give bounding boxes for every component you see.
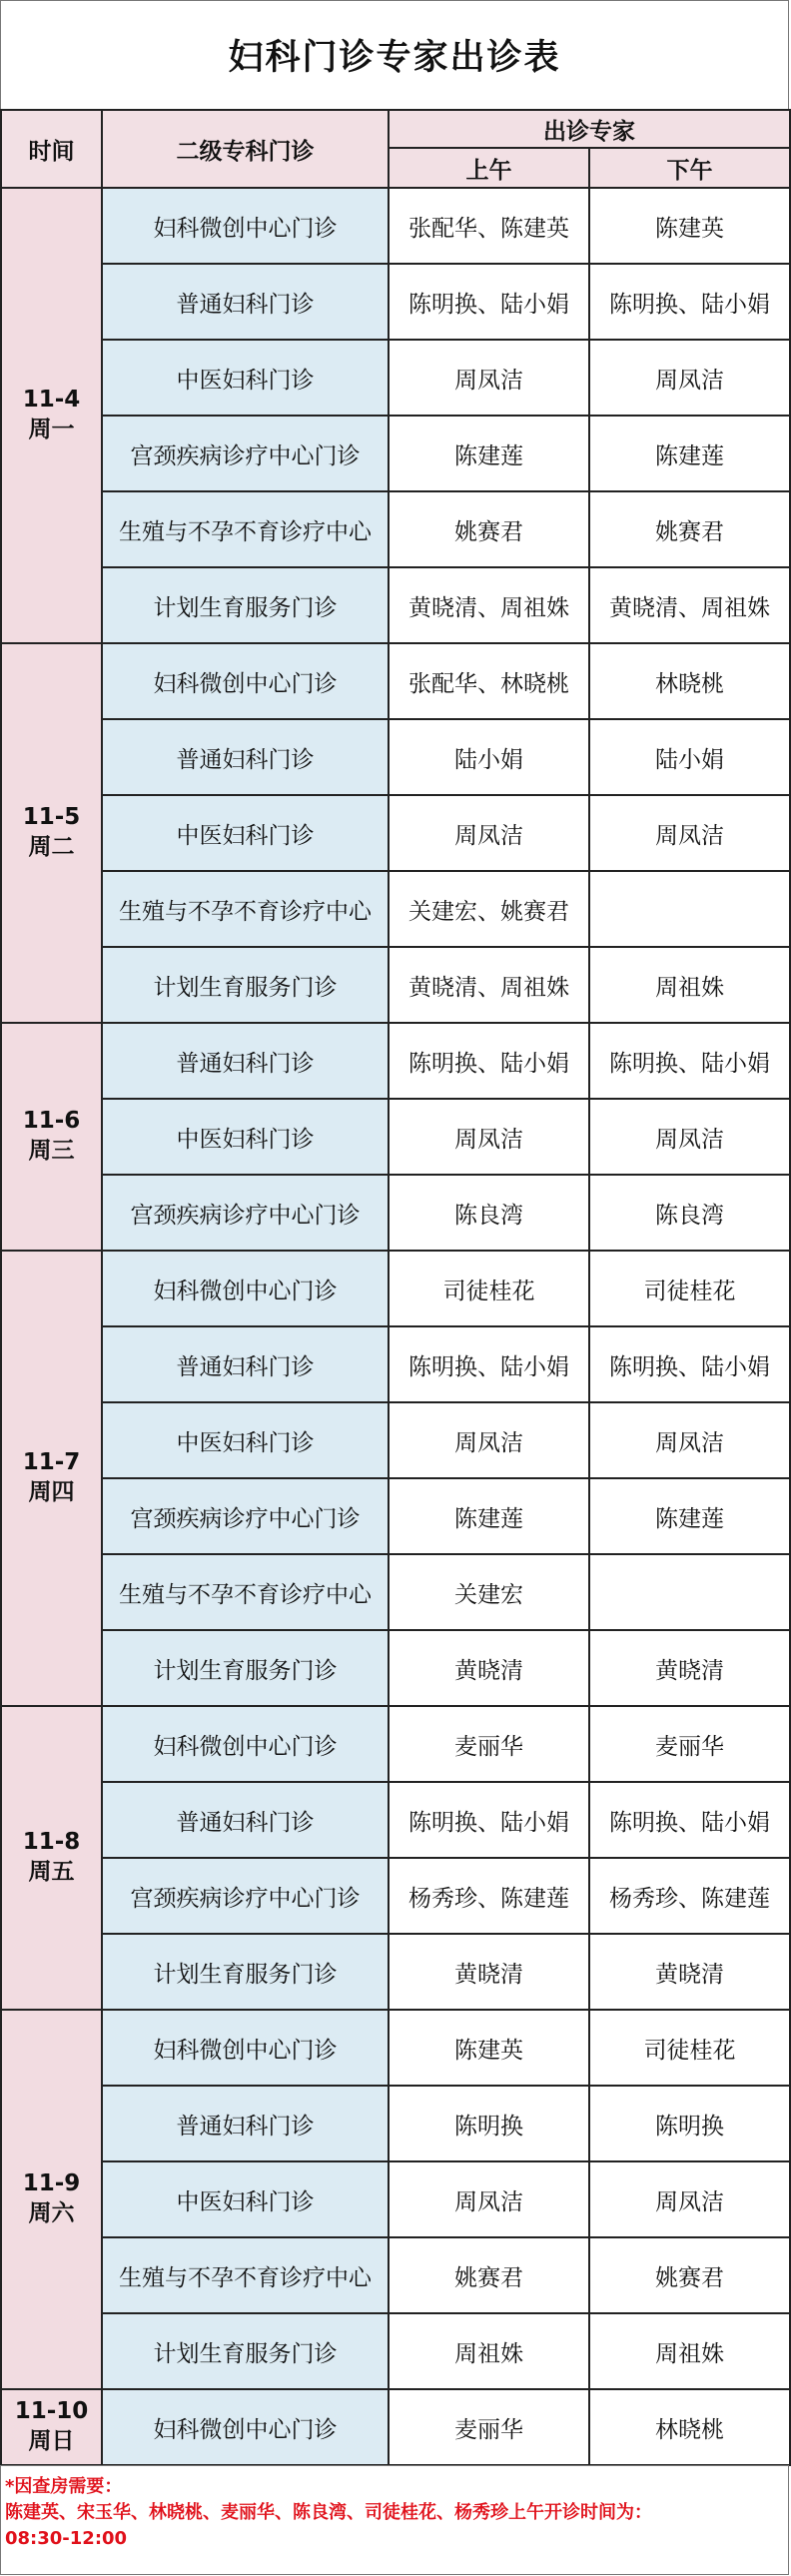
schedule-row [1, 1023, 790, 1099]
am-expert-cell: 周凤洁 [389, 2161, 589, 2237]
header-pm: 下午 [589, 148, 790, 188]
pm-expert-cell: 黄晓清 [589, 1934, 790, 2010]
clinic-name-cell: 计划生育服务门诊 [102, 567, 389, 643]
pm-expert-cell: 周凤洁 [589, 1099, 790, 1175]
footnote-line-2: 陈建英、宋玉华、林晓桃、麦丽华、陈良湾、司徒桂花、杨秀珍上午开诊时间为： [5, 2502, 652, 2523]
header-time: 时间 [1, 110, 102, 188]
date-cell [1, 2389, 102, 2465]
pm-expert-cell: 周凤洁 [589, 795, 790, 871]
am-expert-cell: 周凤洁 [389, 795, 589, 871]
am-expert-cell: 司徒桂花 [389, 1251, 589, 1326]
schedule-row [1, 871, 790, 947]
clinic-name-cell: 普通妇科门诊 [102, 264, 389, 340]
clinic-name-cell: 宫颈疾病诊疗中心门诊 [102, 1478, 389, 1554]
pm-expert-cell: 陈明换、陆小娟 [589, 1782, 790, 1858]
pm-expert-cell: 姚赛君 [589, 2237, 790, 2313]
am-expert-cell: 周凤洁 [389, 1402, 589, 1478]
pm-expert-cell: 姚赛君 [589, 491, 790, 567]
schedule-row [1, 188, 790, 264]
am-expert-cell: 陈明换、陆小娟 [389, 264, 589, 340]
am-expert-cell: 陈明换 [389, 2086, 589, 2161]
schedule-row [1, 719, 790, 795]
clinic-name-cell: 妇科微创中心门诊 [102, 1251, 389, 1326]
schedule-row [1, 1934, 790, 2010]
clinic-name-cell: 计划生育服务门诊 [102, 947, 389, 1023]
clinic-name-cell: 妇科微创中心门诊 [102, 2389, 389, 2465]
pm-expert-cell: 司徒桂花 [589, 1251, 790, 1326]
pm-expert-cell: 周凤洁 [589, 340, 790, 416]
schedule-row [1, 340, 790, 416]
clinic-name-cell: 中医妇科门诊 [102, 2161, 389, 2237]
schedule-row [1, 2086, 790, 2161]
date-cell [1, 1706, 102, 2010]
pm-expert-cell: 陈明换、陆小娟 [589, 1023, 790, 1099]
pm-expert-cell: 林晓桃 [589, 643, 790, 719]
am-expert-cell: 陈明换、陆小娟 [389, 1326, 589, 1402]
pm-expert-cell: 陈建莲 [589, 416, 790, 491]
am-expert-cell: 陈建莲 [389, 1478, 589, 1554]
am-expert-cell: 周凤洁 [389, 340, 589, 416]
pm-expert-cell: 黄晓清、周祖姝 [589, 567, 790, 643]
am-expert-cell: 周祖姝 [389, 2313, 589, 2389]
pm-expert-cell [589, 1554, 790, 1630]
schedule-row [1, 2161, 790, 2237]
am-expert-cell: 黄晓清、周祖姝 [389, 567, 589, 643]
header-clinic: 二级专科门诊 [102, 110, 389, 188]
schedule-row [1, 2237, 790, 2313]
am-expert-cell: 黄晓清 [389, 1630, 589, 1706]
schedule-row [1, 567, 790, 643]
clinic-name-cell: 普通妇科门诊 [102, 2086, 389, 2161]
pm-expert-cell: 林晓桃 [589, 2389, 790, 2465]
footnote [0, 2465, 789, 2575]
clinic-name-cell: 生殖与不孕不育诊疗中心 [102, 491, 389, 567]
am-expert-cell: 黄晓清 [389, 1934, 589, 2010]
schedule-row [1, 1630, 790, 1706]
date-label: 11-8 [22, 1829, 81, 1856]
clinic-name-cell: 妇科微创中心门诊 [102, 188, 389, 264]
am-expert-cell: 麦丽华 [389, 1706, 589, 1782]
pm-expert-cell: 司徒桂花 [589, 2010, 790, 2086]
clinic-name-cell: 生殖与不孕不育诊疗中心 [102, 2237, 389, 2313]
schedule-row [1, 264, 790, 340]
am-expert-cell: 陈明换、陆小娟 [389, 1023, 589, 1099]
schedule-row [1, 1858, 790, 1934]
clinic-name-cell: 中医妇科门诊 [102, 1402, 389, 1478]
schedule-row [1, 1326, 790, 1402]
schedule-row [1, 491, 790, 567]
am-expert-cell: 周凤洁 [389, 1099, 589, 1175]
pm-expert-cell: 麦丽华 [589, 1706, 790, 1782]
clinic-name-cell: 生殖与不孕不育诊疗中心 [102, 871, 389, 947]
clinic-name-cell: 普通妇科门诊 [102, 1023, 389, 1099]
pm-expert-cell: 陈明换、陆小娟 [589, 1326, 790, 1402]
am-expert-cell: 张配华、林晓桃 [389, 643, 589, 719]
clinic-name-cell: 妇科微创中心门诊 [102, 1706, 389, 1782]
clinic-name-cell: 妇科微创中心门诊 [102, 643, 389, 719]
pm-expert-cell: 陆小娟 [589, 719, 790, 795]
date-cell [1, 643, 102, 1023]
clinic-name-cell: 中医妇科门诊 [102, 1099, 389, 1175]
clinic-name-cell: 宫颈疾病诊疗中心门诊 [102, 416, 389, 491]
date-label: 11-9 [22, 2170, 81, 2197]
date-cell [1, 1023, 102, 1251]
clinic-name-cell: 计划生育服务门诊 [102, 2313, 389, 2389]
am-expert-cell: 姚赛君 [389, 491, 589, 567]
schedule-table [0, 109, 791, 2466]
date-label: 11-5 [22, 804, 81, 831]
weekday-label: 周四 [28, 1479, 75, 1505]
footnote-line-3: 08:30-12:00 [5, 2528, 128, 2549]
date-label: 11-10 [14, 2398, 89, 2425]
pm-expert-cell: 陈明换、陆小娟 [589, 264, 790, 340]
clinic-name-cell: 中医妇科门诊 [102, 340, 389, 416]
date-label: 11-4 [22, 387, 81, 414]
clinic-name-cell: 中医妇科门诊 [102, 795, 389, 871]
schedule-row [1, 1175, 790, 1251]
pm-expert-cell: 周凤洁 [589, 2161, 790, 2237]
clinic-name-cell: 普通妇科门诊 [102, 719, 389, 795]
date-cell [1, 1251, 102, 1706]
am-expert-cell: 张配华、陈建英 [389, 188, 589, 264]
header-am: 上午 [389, 148, 589, 188]
am-expert-cell: 黄晓清、周祖姝 [389, 947, 589, 1023]
schedule-row [1, 1099, 790, 1175]
pm-expert-cell: 陈建莲 [589, 1478, 790, 1554]
clinic-name-cell: 生殖与不孕不育诊疗中心 [102, 1554, 389, 1630]
am-expert-cell: 杨秀珍、陈建莲 [389, 1858, 589, 1934]
am-expert-cell: 麦丽华 [389, 2389, 589, 2465]
schedule-row [1, 1402, 790, 1478]
pm-expert-cell: 周凤洁 [589, 1402, 790, 1478]
schedule-row [1, 1706, 790, 1782]
weekday-label: 周一 [28, 417, 75, 442]
weekday-label: 周二 [28, 834, 75, 860]
schedule-row [1, 1251, 790, 1326]
am-expert-cell: 陆小娟 [389, 719, 589, 795]
schedule-row [1, 1554, 790, 1630]
am-expert-cell: 陈良湾 [389, 1175, 589, 1251]
page-title: 妇科门诊专家出诊表 [0, 0, 789, 109]
schedule-row [1, 2313, 790, 2389]
am-expert-cell: 姚赛君 [389, 2237, 589, 2313]
weekday-label: 周六 [28, 2200, 75, 2226]
pm-expert-cell: 陈明换 [589, 2086, 790, 2161]
pm-expert-cell: 黄晓清 [589, 1630, 790, 1706]
schedule-row [1, 2010, 790, 2086]
pm-expert-cell: 陈建英 [589, 188, 790, 264]
pm-expert-cell: 陈良湾 [589, 1175, 790, 1251]
clinic-name-cell: 普通妇科门诊 [102, 1326, 389, 1402]
schedule-row [1, 416, 790, 491]
am-expert-cell: 陈建莲 [389, 416, 589, 491]
clinic-name-cell: 计划生育服务门诊 [102, 1630, 389, 1706]
footnote-line-1: *因查房需要： [5, 2476, 123, 2497]
pm-expert-cell [589, 871, 790, 947]
weekday-label: 周三 [28, 1138, 75, 1164]
weekday-label: 周五 [28, 1859, 75, 1885]
clinic-name-cell: 普通妇科门诊 [102, 1782, 389, 1858]
schedule-row [1, 947, 790, 1023]
clinic-name-cell: 宫颈疾病诊疗中心门诊 [102, 1858, 389, 1934]
pm-expert-cell: 杨秀珍、陈建莲 [589, 1858, 790, 1934]
am-expert-cell: 关建宏 [389, 1554, 589, 1630]
pm-expert-cell: 周祖姝 [589, 947, 790, 1023]
schedule-row [1, 643, 790, 719]
schedule-body [1, 188, 790, 2465]
date-label: 11-6 [22, 1108, 81, 1135]
am-expert-cell: 陈建英 [389, 2010, 589, 2086]
clinic-name-cell: 计划生育服务门诊 [102, 1934, 389, 2010]
date-label: 11-7 [22, 1449, 81, 1476]
clinic-name-cell: 宫颈疾病诊疗中心门诊 [102, 1175, 389, 1251]
schedule-row [1, 1782, 790, 1858]
header-experts: 出诊专家 [389, 110, 790, 148]
date-cell [1, 2010, 102, 2389]
schedule-row [1, 2389, 790, 2465]
schedule-row [1, 1478, 790, 1554]
date-cell [1, 188, 102, 643]
pm-expert-cell: 周祖姝 [589, 2313, 790, 2389]
clinic-name-cell: 妇科微创中心门诊 [102, 2010, 389, 2086]
am-expert-cell: 关建宏、姚赛君 [389, 871, 589, 947]
am-expert-cell: 陈明换、陆小娟 [389, 1782, 589, 1858]
schedule-row [1, 795, 790, 871]
weekday-label: 周日 [28, 2428, 75, 2454]
